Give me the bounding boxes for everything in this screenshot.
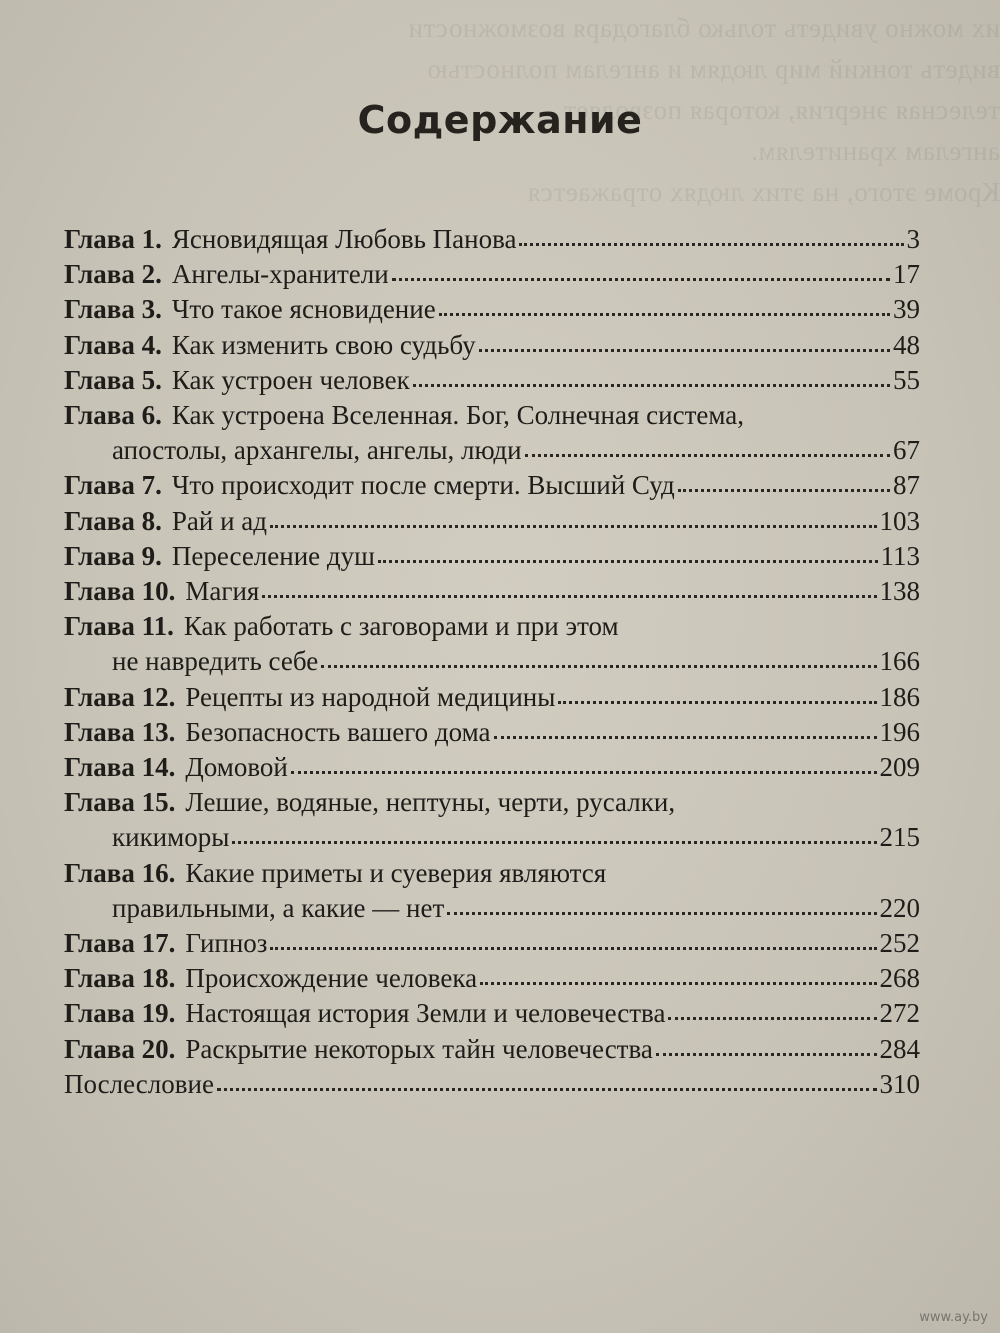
- page-number: 87: [893, 470, 920, 501]
- toc-line: [64, 996, 920, 1031]
- chapter-title: Магия: [185, 576, 260, 607]
- chapter-title: Как изменить свою судьбу: [171, 329, 476, 360]
- toc-line: [64, 961, 920, 996]
- toc-line: [64, 328, 920, 363]
- toc-line: [64, 398, 920, 433]
- table-of-contents: [64, 222, 920, 1102]
- page-number: 17: [893, 259, 920, 290]
- toc-line: [64, 856, 920, 891]
- toc-line: [64, 363, 920, 398]
- dot-leader: [270, 519, 877, 528]
- chapter-title: Какие приметы и суеверия являются: [185, 857, 607, 888]
- dot-leader: [321, 659, 876, 668]
- chapter-number: Глава 14.: [64, 752, 176, 783]
- dot-leader: [678, 483, 890, 492]
- chapter-title: Рецепты из народной медицины: [185, 681, 556, 712]
- chapter-title: Как устроен человек: [171, 364, 410, 395]
- chapter-title: Что происходит после смерти. Высший Суд: [171, 470, 675, 501]
- page-number: 39: [893, 294, 920, 325]
- toc-line: [64, 715, 920, 750]
- toc-entry: [64, 926, 920, 961]
- chapter-title: Безопасность вашего дома: [185, 716, 491, 747]
- dot-leader: [519, 237, 903, 246]
- chapter-number: Глава 5.: [64, 364, 162, 395]
- chapter-number: Глава 13.: [64, 716, 176, 747]
- dot-leader: [480, 976, 876, 985]
- chapter-number: Глава 17.: [64, 928, 176, 959]
- chapter-title: Рай и ад: [171, 505, 267, 536]
- dot-leader: [558, 695, 876, 704]
- chapter-number: Глава 6.: [64, 400, 162, 431]
- toc-entry: [64, 363, 920, 398]
- toc-entry: [64, 574, 920, 609]
- chapter-title: Лешие, водяные, нептуны, черти, русалки,: [185, 787, 676, 818]
- watermark: www.ay.by: [919, 1310, 988, 1325]
- chapter-number: Глава 18.: [64, 963, 176, 994]
- chapter-title: Как работать с заговорами и при этом: [183, 611, 619, 642]
- dot-leader: [494, 730, 877, 739]
- chapter-number: Глава 4.: [64, 329, 162, 360]
- chapter-title: Гипноз: [185, 928, 268, 959]
- chapter-number: Глава 19.: [64, 998, 176, 1029]
- toc-entry: [64, 715, 920, 750]
- chapter-number: Глава 11.: [64, 611, 174, 642]
- dot-leader: [668, 1011, 876, 1020]
- toc-entry: [64, 398, 920, 468]
- chapter-title: Настоящая история Земли и человечества: [185, 998, 666, 1029]
- chapter-number: Глава 12.: [64, 681, 176, 712]
- dot-leader: [217, 1082, 877, 1091]
- toc-entry: [64, 785, 920, 855]
- dot-leader: [270, 941, 876, 950]
- toc-line: [64, 292, 920, 327]
- toc-line: [64, 222, 920, 257]
- chapter-title: Послесловие: [64, 1068, 214, 1099]
- toc-entry: [64, 539, 920, 574]
- chapter-title: Ангелы-хранители: [171, 259, 389, 290]
- toc-line: [64, 1032, 920, 1067]
- toc-entry: [64, 504, 920, 539]
- page-number: 215: [879, 822, 920, 853]
- chapter-number: Глава 1.: [64, 224, 162, 254]
- toc-line: [64, 433, 920, 468]
- chapter-number: Глава 7.: [64, 470, 162, 501]
- dot-leader: [291, 765, 877, 774]
- dot-leader: [479, 343, 890, 352]
- toc-line: [64, 644, 920, 679]
- toc-entry: [64, 609, 920, 679]
- chapter-title: не навредить себе: [112, 646, 319, 677]
- dot-leader: [232, 835, 876, 844]
- page-title: Содержание: [357, 98, 643, 142]
- toc-line: [64, 820, 920, 855]
- toc-entry: [64, 680, 920, 715]
- chapter-number: Глава 10.: [64, 576, 176, 607]
- dot-leader: [392, 272, 890, 281]
- page-number: 196: [879, 716, 920, 747]
- chapter-title: Переселение душ: [171, 540, 375, 571]
- page-number: 55: [893, 364, 920, 395]
- chapter-number: Глава 2.: [64, 259, 162, 290]
- page-number: 113: [880, 540, 920, 571]
- chapter-number: Глава 15.: [64, 787, 176, 818]
- toc-entry: [64, 292, 920, 327]
- chapter-number: Глава 9.: [64, 540, 162, 571]
- dot-leader: [262, 589, 876, 598]
- dot-leader: [439, 307, 890, 316]
- chapter-title: Домовой: [185, 752, 288, 783]
- toc-entry: [64, 222, 920, 257]
- toc-entry: [64, 750, 920, 785]
- chapter-title: Что такое ясновидение: [171, 294, 436, 325]
- toc-line: [64, 257, 920, 292]
- chapter-number: Глава 8.: [64, 505, 162, 536]
- toc-line: [64, 785, 920, 820]
- toc-line: [64, 539, 920, 574]
- toc-line: [64, 504, 920, 539]
- dot-leader: [413, 378, 890, 387]
- chapter-title: кикиморы: [112, 822, 230, 853]
- toc-line: [64, 468, 920, 503]
- chapter-title: Раскрытие некоторых тайн человечества: [185, 1033, 653, 1064]
- toc-line: [64, 891, 920, 926]
- page-number: 48: [893, 329, 920, 360]
- toc-line: [64, 574, 920, 609]
- toc-line: [64, 750, 920, 785]
- dot-leader: [378, 554, 878, 563]
- chapter-number: Глава 3.: [64, 294, 162, 325]
- chapter-number: Глава 20.: [64, 1033, 176, 1064]
- page-number: 103: [879, 505, 920, 536]
- page-number: 209: [879, 752, 920, 783]
- page-number: 284: [879, 1033, 920, 1064]
- chapter-number: Глава 16.: [64, 857, 176, 888]
- page-number: 252: [879, 928, 920, 959]
- toc-entry: [64, 996, 920, 1031]
- chapter-title: Ясновидящая Любовь Панова: [171, 224, 517, 254]
- toc-entry: [64, 1067, 920, 1102]
- page-number: 220: [879, 892, 920, 923]
- page-number: 138: [879, 576, 920, 607]
- chapter-title: апостолы, архангелы, ангелы, люди: [112, 435, 522, 466]
- dot-leader: [656, 1047, 877, 1056]
- toc-entry: [64, 468, 920, 503]
- page-number: 67: [893, 435, 920, 466]
- page-number: 186: [879, 681, 920, 712]
- toc-line: [64, 609, 920, 644]
- toc-line: [64, 1067, 920, 1102]
- page-number: 3: [906, 224, 920, 254]
- dot-leader: [525, 448, 890, 457]
- chapter-title: правильными, а какие — нет: [112, 892, 445, 923]
- toc-entry: [64, 856, 920, 926]
- toc-entry: [64, 1032, 920, 1067]
- toc-entry: [64, 328, 920, 363]
- toc-line: [64, 680, 920, 715]
- chapter-title: Как устроена Вселенная. Бог, Солнечная система,: [171, 400, 744, 431]
- toc-line: [64, 926, 920, 961]
- dot-leader: [447, 906, 876, 915]
- toc-entry: [64, 257, 920, 292]
- page-number: 272: [879, 998, 920, 1029]
- toc-entry: [64, 961, 920, 996]
- chapter-title: Происхождение человека: [185, 963, 478, 994]
- page-number: 166: [879, 646, 920, 677]
- page-number: 268: [879, 963, 920, 994]
- page-number: 310: [879, 1068, 920, 1099]
- show-through-text: их можно увидеть только благодаря возможности видеть тонкий мир людям и ангелам полностью телесная энергия, которая позволяет ангелам хранителям. Кроме этого, на этих людях отражается: [408, 13, 1000, 207]
